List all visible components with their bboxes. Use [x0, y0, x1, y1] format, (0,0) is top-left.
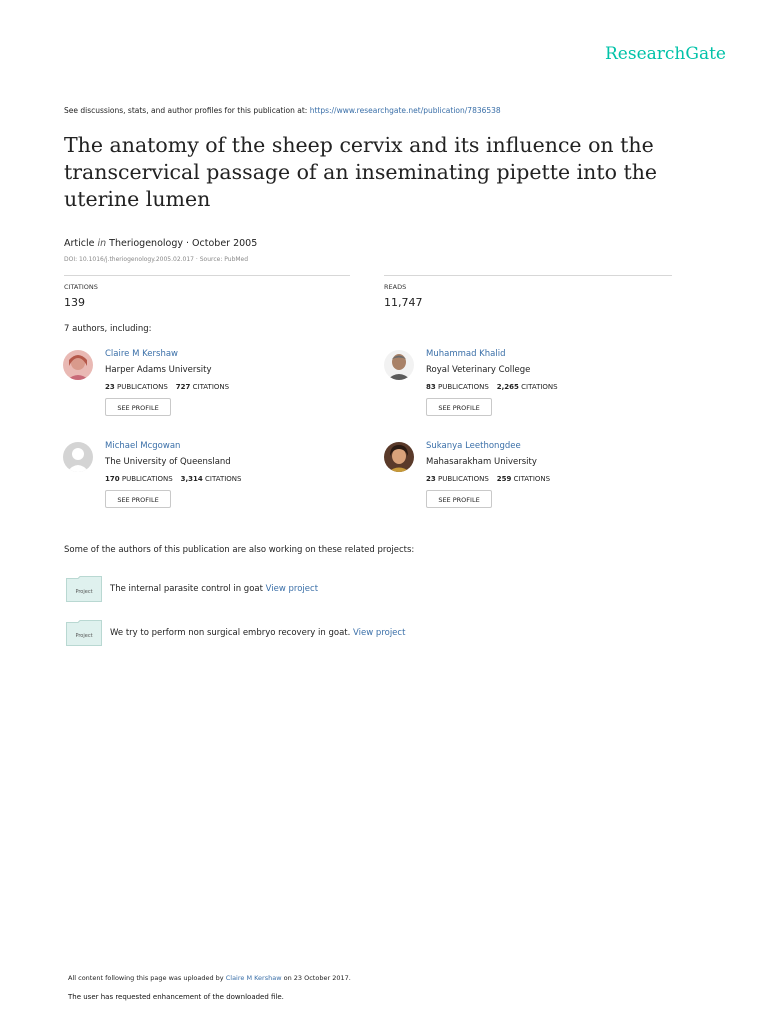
- doi-line: DOI: 10.1016/j.theriogenology.2005.02.017 · Source: PubMed: [64, 256, 249, 263]
- project-item: [66, 620, 686, 650]
- related-projects-heading: Some of the authors of this publication are also working on these related projects:: [64, 545, 415, 555]
- author-institution: The University of Queensland: [105, 457, 231, 467]
- view-project-link[interactable]: View project: [265, 584, 319, 594]
- author-card: [63, 350, 363, 430]
- citations-label: CITATIONS: [521, 383, 558, 391]
- publications-label: PUBLICATIONS: [121, 475, 173, 483]
- avatar[interactable]: [63, 442, 93, 472]
- view-project-link[interactable]: View project: [353, 628, 406, 638]
- citations-label: CITATIONS: [192, 383, 230, 391]
- publications-label: PUBLICATIONS: [116, 383, 168, 391]
- author-institution: Royal Veterinary College: [426, 365, 531, 375]
- folder-label: Project: [75, 589, 93, 595]
- project-item: [66, 576, 686, 606]
- upload-suffix: on 23 October 2017.: [281, 974, 351, 982]
- citation-count: 3,314: [180, 475, 203, 483]
- see-profile-button[interactable]: SEE PROFILE: [105, 490, 171, 508]
- journal-date: Theriogenology · October 2005: [109, 238, 258, 249]
- citations-label: CITATIONS: [205, 475, 242, 483]
- project-text: [110, 628, 405, 638]
- see-profile-button[interactable]: SEE PROFILE: [426, 398, 492, 416]
- reads-label: READS: [384, 283, 407, 291]
- author-name[interactable]: Claire M Kershaw: [105, 349, 178, 359]
- citations-label: CITATIONS: [64, 283, 98, 291]
- uploader-link[interactable]: Claire M Kershaw: [225, 974, 282, 982]
- publication-meta: [64, 238, 257, 249]
- author-name[interactable]: Michael Mcgowan: [105, 441, 181, 451]
- upload-prefix: All content following this page was uploaded by: [68, 974, 226, 982]
- citation-count: 727: [175, 383, 191, 391]
- author-institution: Mahasarakham University: [426, 457, 537, 467]
- publications-label: PUBLICATIONS: [437, 475, 489, 483]
- author-card: [63, 442, 363, 522]
- upload-note: [68, 974, 351, 982]
- publication-title: The anatomy of the sheep cervix and its influence on the transcervical passage of an inseminating pipette into the uterine lumen: [64, 133, 658, 211]
- see-profile-button[interactable]: SEE PROFILE: [105, 398, 171, 416]
- folder-icon: [66, 620, 102, 646]
- author-stats: [105, 383, 229, 391]
- avatar[interactable]: [63, 350, 93, 380]
- author-stats: [426, 475, 550, 483]
- author-stats: [105, 475, 242, 483]
- publication-link[interactable]: https://www.researchgate.net/publication/7836538: [309, 106, 501, 115]
- authors-heading: 7 authors, including:: [64, 324, 152, 334]
- citation-count: 2,265: [496, 383, 519, 391]
- publication-count: 23: [426, 475, 436, 483]
- author-stats: [426, 383, 558, 391]
- article-type: Article: [64, 238, 95, 249]
- folder-label: Project: [75, 633, 93, 639]
- reads-value: 11,747: [384, 296, 423, 309]
- publication-count: 23: [105, 383, 115, 391]
- folder-icon: [66, 576, 102, 602]
- avatar[interactable]: [384, 350, 414, 380]
- project-title: We try to perform non surgical embryo recovery in goat.: [110, 628, 351, 638]
- see-profile-button[interactable]: SEE PROFILE: [426, 490, 492, 508]
- publication-count: 170: [105, 475, 120, 483]
- disclaimer-line: [64, 106, 501, 115]
- divider-left: [64, 275, 350, 276]
- researchgate-logo[interactable]: ResearchGate: [605, 44, 726, 64]
- divider-right: [384, 275, 672, 276]
- citations-label: CITATIONS: [513, 475, 551, 483]
- in-word: in: [97, 238, 107, 249]
- disclaimer-text: See discussions, stats, and author profiles for this publication at:: [64, 106, 310, 115]
- author-name[interactable]: Sukanya Leethongdee: [426, 441, 521, 451]
- enhancement-note: The user has requested enhancement of the downloaded file.: [68, 993, 284, 1001]
- author-name[interactable]: Muhammad Khalid: [426, 349, 506, 359]
- avatar[interactable]: [384, 442, 414, 472]
- project-title: The internal parasite control in goat: [110, 584, 263, 594]
- author-card: [384, 442, 684, 522]
- author-institution: Harper Adams University: [105, 365, 212, 375]
- publications-label: PUBLICATIONS: [437, 383, 489, 391]
- citation-count: 259: [496, 475, 512, 483]
- author-card: [384, 350, 684, 430]
- project-text: [110, 584, 318, 594]
- publication-count: 83: [426, 383, 436, 391]
- citations-value: 139: [64, 296, 85, 309]
